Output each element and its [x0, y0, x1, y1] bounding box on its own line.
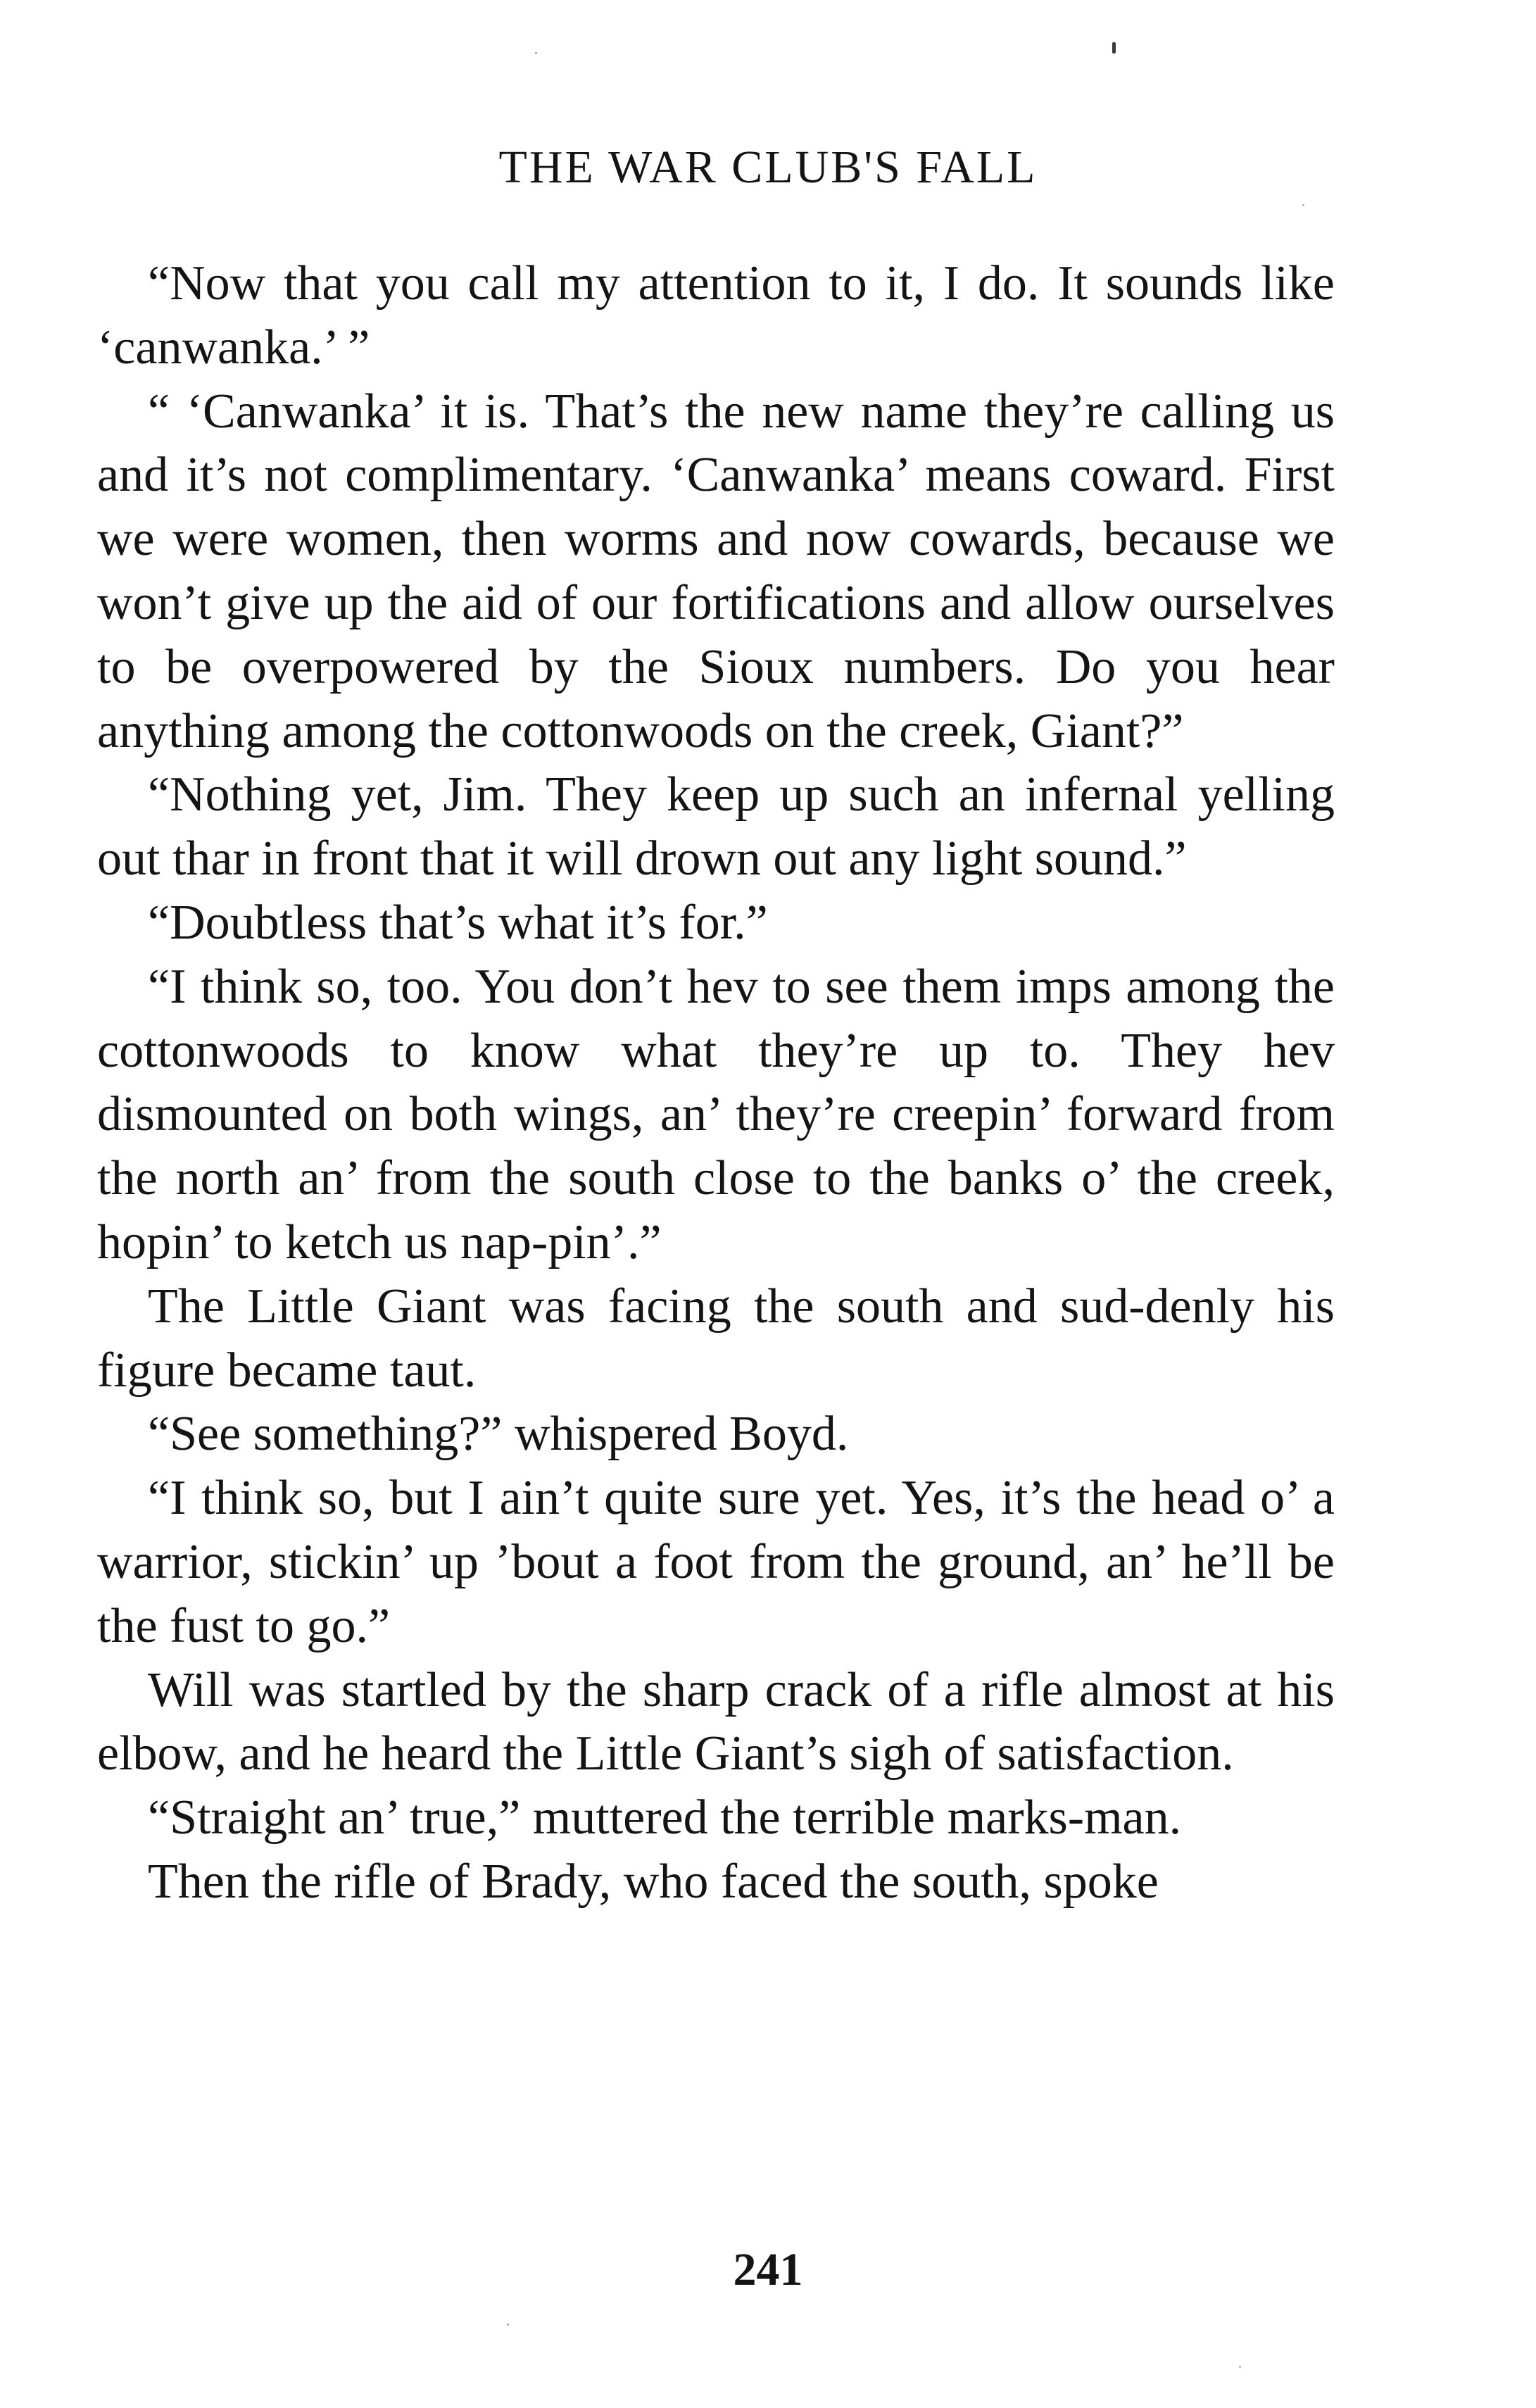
paragraph: Will was startled by the sharp crack of a rifle almost at his elbow, and he heard the Little Giant’s sigh of satisfaction. — [97, 1662, 1335, 1781]
print-speck — [1239, 2366, 1241, 2368]
body-text — [97, 252, 1335, 1914]
running-head: THE WAR CLUB'S FALL — [498, 142, 1038, 193]
paragraph: “See something?” whispered Boyd. — [148, 1407, 849, 1462]
print-speck — [535, 52, 537, 54]
paragraph: “ ‘Canwanka’ it is. That’s the new name they’re calling us and it’s not complimentary. ‘Canwanka’ means coward. First we were women, then worms and now cowards, because we won’t give up the aid of our fortifications and allow ourselves to be overpowered by the Sioux numbers. Do you hear anything among the cottonwoods on the creek, Giant?” — [97, 384, 1335, 758]
print-speck — [1112, 42, 1116, 54]
paragraph: Then the rifle of Brady, who faced the south, spoke — [148, 1854, 1159, 1909]
paragraph: “Nothing yet, Jim. They keep up such an infernal yelling out thar in front that it will drown out any light sound.” — [97, 767, 1335, 886]
paragraph: “I think so, too. You don’t hev to see them imps among the cottonwoods to know what they’re up to. They hev dismounted on both wings, an’ they’re creepin’ forward from the north an’ from the south close to the banks o’ the creek, hopin’ to ketch us nap-pin’.” — [97, 959, 1335, 1269]
print-speck — [1302, 204, 1304, 206]
print-speck — [507, 2324, 509, 2326]
paragraph: “Now that you call my attention to it, I do. It sounds like ‘canwanka.’ ” — [97, 256, 1335, 375]
paragraph: “Straight an’ true,” muttered the terrible marks-man. — [148, 1791, 1182, 1845]
paragraph: “Doubtless that’s what it’s for.” — [148, 895, 768, 950]
paragraph: “I think so, but I ain’t quite sure yet. Yes, it’s the head o’ a warrior, stickin’ up ’bout a foot from the ground, an’ he’ll be the fust to go.” — [97, 1471, 1335, 1653]
page-number: 241 — [733, 2244, 803, 2295]
paragraph: The Little Giant was facing the south and sud-denly his figure became taut. — [97, 1279, 1335, 1398]
